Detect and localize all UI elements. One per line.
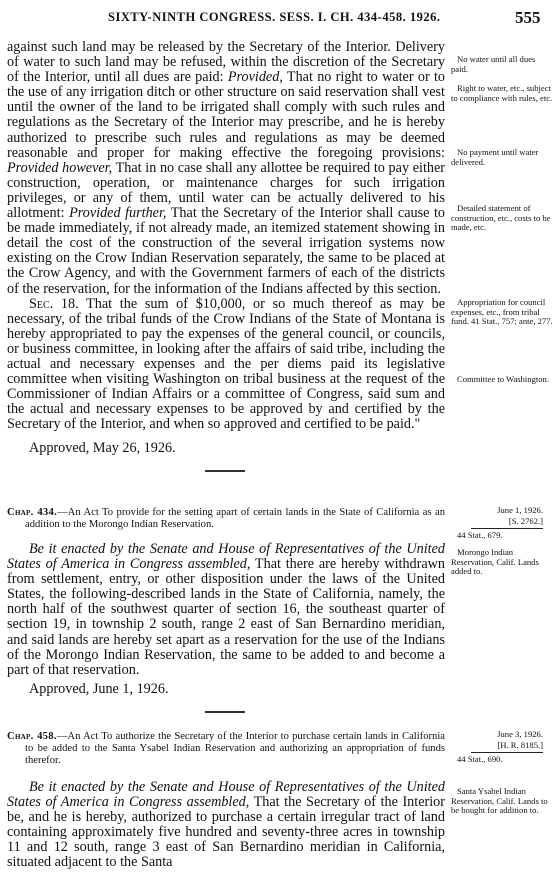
chapter-text: That there are hereby withdrawn from settlement, entry, or other disposition under the laws of the United States, the following-described lands in the State of California, namely, the north half of the southwest quarter of section 16, the southeast quarter of section 19, in township 2 south, range 2 east of San Bernardino meridian, and said lands are hereby set apart as a reservation for the use of the Indians of the Morongo Indian Reservation, the same to be added to and become a part of that reservation. [7, 556, 445, 678]
chapter-title: —An Act To authorize the Secretary of the Interior to purchase certain lands in California to be added to the Santa Ysabel Indian Reservation and authorizing an appropriation of funds therefor. [25, 731, 445, 766]
text-span: against such land may be released by the Secretary of the Interior. Delivery of water to such land may be refused, within the discretion of the Secretary of the Interior, until all dues are paid: [7, 39, 445, 86]
chapter-434-text [7, 542, 445, 678]
citation-rule [471, 752, 543, 753]
act-date: June 1, 1926. [497, 505, 543, 515]
act-date: June 3, 1926. [497, 729, 543, 739]
page-number: 555 [515, 8, 541, 27]
chapter-text: That the Secretary of the Interior be, and he is hereby, authorized to purchase a certain irregular tract of land containing approximately five hundred and seventy-three acres in township 11 and 12 south, range 3 east of San Bernardino meridian in California, situated adjacent to the Santa [7, 794, 445, 871]
approval-date: Approved, May 26, 1926. [29, 440, 176, 456]
chapter-458-heading [7, 731, 445, 767]
chapter-label: Chap. 434. [7, 507, 58, 518]
enacting-clause: Be it enacted by the Senate and House of Representatives of the United States of America in Congress assembled, [7, 779, 445, 811]
margin-note: Committee to Washington. [457, 374, 550, 384]
bill-number: [S. 2762.] [508, 516, 543, 526]
text-span: That no right to water or to the use of any irrigation ditch or other structure on said reservation shall vest until the owner of the land to be irrigated shall comply with such rules and regulations as the Secretary of the Interior may prescribe, and he is hereby authorized to prescribe such rules and regulations as may be deemed reasonable and proper for making effective the foregoing provisions: [7, 69, 445, 161]
section-divider [205, 711, 245, 713]
text-span: That in no case shall any allottee be required to pay either construction, operation, or maintenance charges for such irrigation privileges, or any of them, until water can be actually delivered to his allotment: [7, 159, 446, 222]
margin-note: Morongo Indian Reservation, Calif. Lands added to. [451, 547, 539, 577]
section-divider [205, 470, 245, 472]
margin-note: Appropriation for council expenses, etc., from tribal fund. 41 Stat., 757; ante, 277. [451, 297, 553, 327]
section-text: That the sum of $10,000, or so much thereof as may be necessary, of the tribal funds of the Crow Indians of the State of Montana is hereby appropriated to pay the expenses of the general council, or councils, or business committee, in looking after the affairs of said tribe, including the actual and necessary expenses and the per diems paid its legislative committee when visiting Washington on tribal business at the request of the Commissioner of Indian Affairs or a committee of Congress, said sum and the actual and necessary expenses to be approved by and certified by the Secretary of the Interior, and when so approved and certified to be paid." [7, 295, 445, 433]
margin-note: Right to water, etc., subject to compliance with rules, etc. [451, 83, 553, 103]
bill-number: [H. R. 8185.] [497, 740, 543, 750]
running-header [0, 8, 558, 28]
proviso-italic: Provided further, [69, 205, 167, 222]
text-span: That the Secretary of the Interior shall cause to be made immediately, if not already made, an itemized statement showing in detail the cost of the construction of the several irrigation systems now existing on the Crow Indian Reservation separately, the same to be placed at the Crow Agency, and with the Government farmers of each of the districts of the reservation, for the information of the Indians affected by this section. [7, 205, 445, 297]
chapter-458-citation [451, 729, 553, 765]
proviso-italic: Provided however, [7, 159, 113, 176]
chapter-label: Chap. 458. [7, 731, 57, 742]
margin-note: No water until all dues paid. [451, 54, 536, 74]
margin-note: No payment until water delivered. [451, 147, 539, 167]
chapter-434-citation [451, 505, 553, 541]
chapter-434-heading [7, 507, 445, 531]
running-head: SIXTY-NINTH CONGRESS. SESS. I. CH. 434-458. 1926. [108, 10, 441, 24]
section-label: Sec. 18. [29, 295, 79, 312]
statute-citation: 44 Stat., 690. [457, 754, 503, 764]
approval-date: Approved, June 1, 1926. [29, 681, 169, 697]
margin-note: Santa Ysabel Indian Reservation, Calif. Lands to be bought for addition to. [451, 786, 548, 816]
chapter-title: —An Act To provide for the setting apart of certain lands in the State of California as an addition to the Morongo Indian Reservation. [25, 507, 445, 530]
enacting-clause: Be it enacted by the Senate and House of Representatives of the United States of America in Congress assembled, [7, 541, 445, 573]
continued-section-text [7, 40, 445, 432]
proviso-italic: Provided, [227, 69, 283, 86]
margin-note: Detailed statement of construction, etc., costs to be made, etc. [451, 203, 551, 233]
statute-citation: 44 Stat., 679. [457, 530, 503, 540]
citation-rule [471, 528, 543, 529]
chapter-458-text [7, 780, 445, 871]
